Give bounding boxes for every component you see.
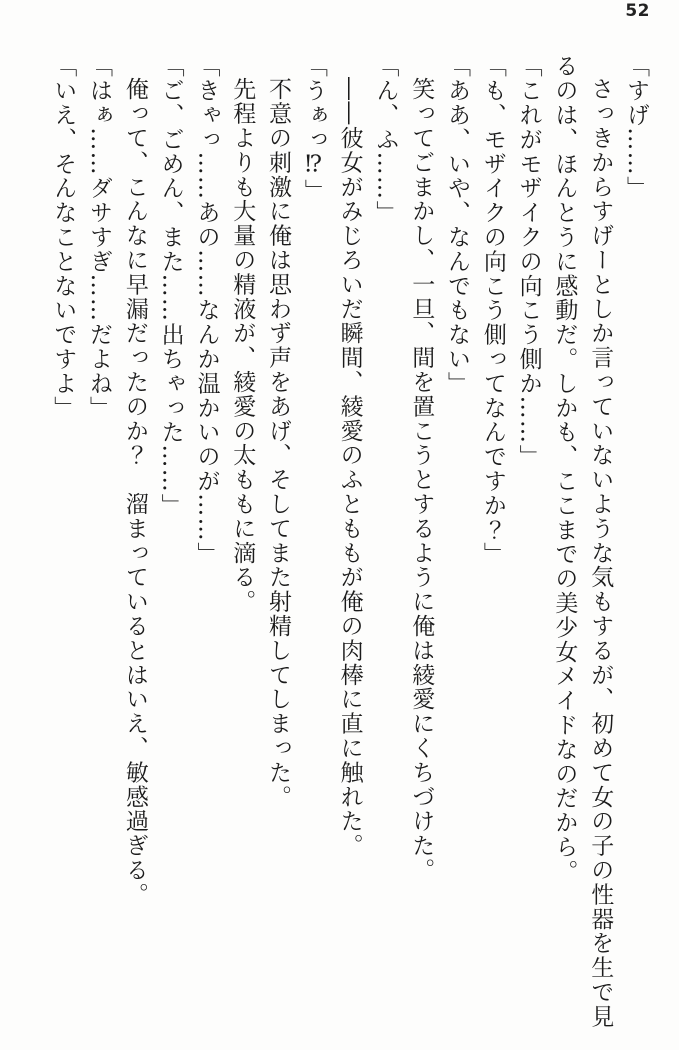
text-line: 「いえ、そんなことないですよ」 — [50, 54, 77, 420]
text-line: 「きゃっ……あの……なんか温かいのが……」 — [193, 54, 220, 567]
text-line: さっきからすげーとしか言っていないような気もするが、初めて女の子の性器を生で見 — [587, 77, 614, 1029]
text-line: 先程よりも大量の精液が、綾愛の太ももに滴る。 — [229, 77, 256, 614]
text-line: 「これがモザイクの向こう側か……」 — [515, 54, 542, 469]
text-line: 「ん、ふ……」 — [372, 54, 399, 225]
text-line: 不意の刺激に俺は思わず声をあげ、そしてまた射精してしまった。 — [265, 77, 292, 809]
text-line: 「うぁっ⁉」 — [300, 54, 327, 204]
text-line: 「も、モザイクの向こう側ってなんですか？」 — [479, 54, 506, 567]
page-number: 52 — [625, 1, 650, 21]
text-line: るのは、ほんとうに感動だ。しかも、ここまでの美少女メイドなのだから。 — [551, 54, 578, 884]
text-line: 笑ってごまかし、一旦、間を置こうとするように俺は綾愛にくちづけた。 — [408, 77, 435, 883]
text-line: 俺って、こんなに早漏だったのか？ 溜まっているとはいえ、敏感過ぎる。 — [121, 77, 148, 907]
text-line: ――彼女がみじろいだ瞬間、綾愛のふとももが俺の肉棒に直に触れた。 — [336, 77, 363, 858]
text-line: 「すげ……」 — [623, 54, 649, 201]
text-line: 「ご、ごめん、また……出ちゃった……」 — [157, 54, 184, 518]
text-line: 「ああ、いや、なんでもない」 — [444, 54, 471, 396]
text-line: 「はぁ……ダサすぎ……だよね」 — [86, 54, 113, 420]
page-text — [44, 54, 653, 1038]
